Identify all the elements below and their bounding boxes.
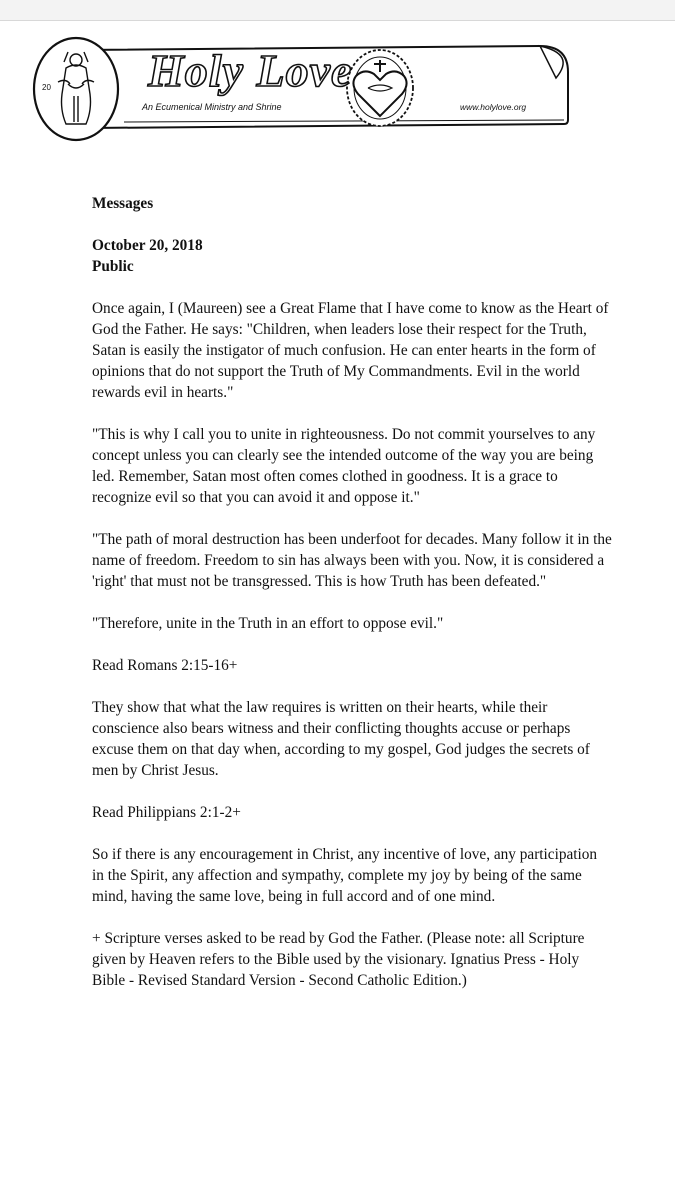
message-paragraph: "The path of moral destruction has been underfoot for decades. Many follow it in the name of freedom. Freedom to sin has always been with you. Now, it is considered a 'right' that must not be transgressed. This is how Truth has been defeated." (92, 531, 612, 590)
message-content (92, 193, 612, 1012)
scripture-reference: Read Romans 2:15-16+ (92, 657, 238, 674)
footnote: + Scripture verses asked to be read by God the Father. (Please note: all Scripture given by Heaven refers to the Bible used by the visionary. Ignatius Press - Holy Bible - Revised Standard Version - Second Catholic Edition.) (92, 930, 585, 989)
scripture-text: They show that what the law requires is written on their hearts, while their conscience also bears witness and their conflicting thoughts accuse or perhaps excuse them on that day when, according to my gospel, God judges the secrets of men by Christ Jesus. (92, 699, 590, 779)
scripture-text: So if there is any encouragement in Christ, any incentive of love, any participation in the Spirit, any affection and sympathy, complete my joy by being of the same mind, having the same love, being in full accord and of one mind. (92, 846, 598, 905)
logo-subtitle: An Ecumenical Ministry and Shrine (142, 102, 282, 112)
message-date: October 20, 2018 (92, 237, 203, 254)
medallion-badge: 20 (42, 83, 51, 92)
message-paragraph: "This is why I call you to unite in righteousness. Do not commit yourselves to any concept unless you can clearly see the intended outcome of the way you are being led. Remember, Satan most often comes clothed in goodness. It is a grace to recognize evil so that you can avoid it and oppose it." (92, 426, 596, 506)
message-category: Public (92, 258, 134, 275)
logo-url[interactable]: www.holylove.org (460, 102, 527, 112)
holy-love-banner (28, 32, 576, 152)
message-paragraph: "Therefore, unite in the Truth in an effort to oppose evil." (92, 615, 444, 632)
browser-top-bar (0, 0, 675, 21)
scripture-reference: Read Philippians 2:1-2+ (92, 804, 241, 821)
section-title: Messages (92, 195, 154, 212)
sacred-heart-wreath-icon (347, 50, 413, 126)
message-paragraph: Once again, I (Maureen) see a Great Flame that I have come to know as the Heart of God the Father. He says: "Children, when leaders lose their respect for the Truth, Satan is easily the instigator of much confusion. He can enter hearts in the form of opinions that do not support the Truth of My Commandments. Evil in the world rewards evil in hearts." (92, 300, 609, 401)
logo-title: Holy Love (148, 45, 353, 96)
